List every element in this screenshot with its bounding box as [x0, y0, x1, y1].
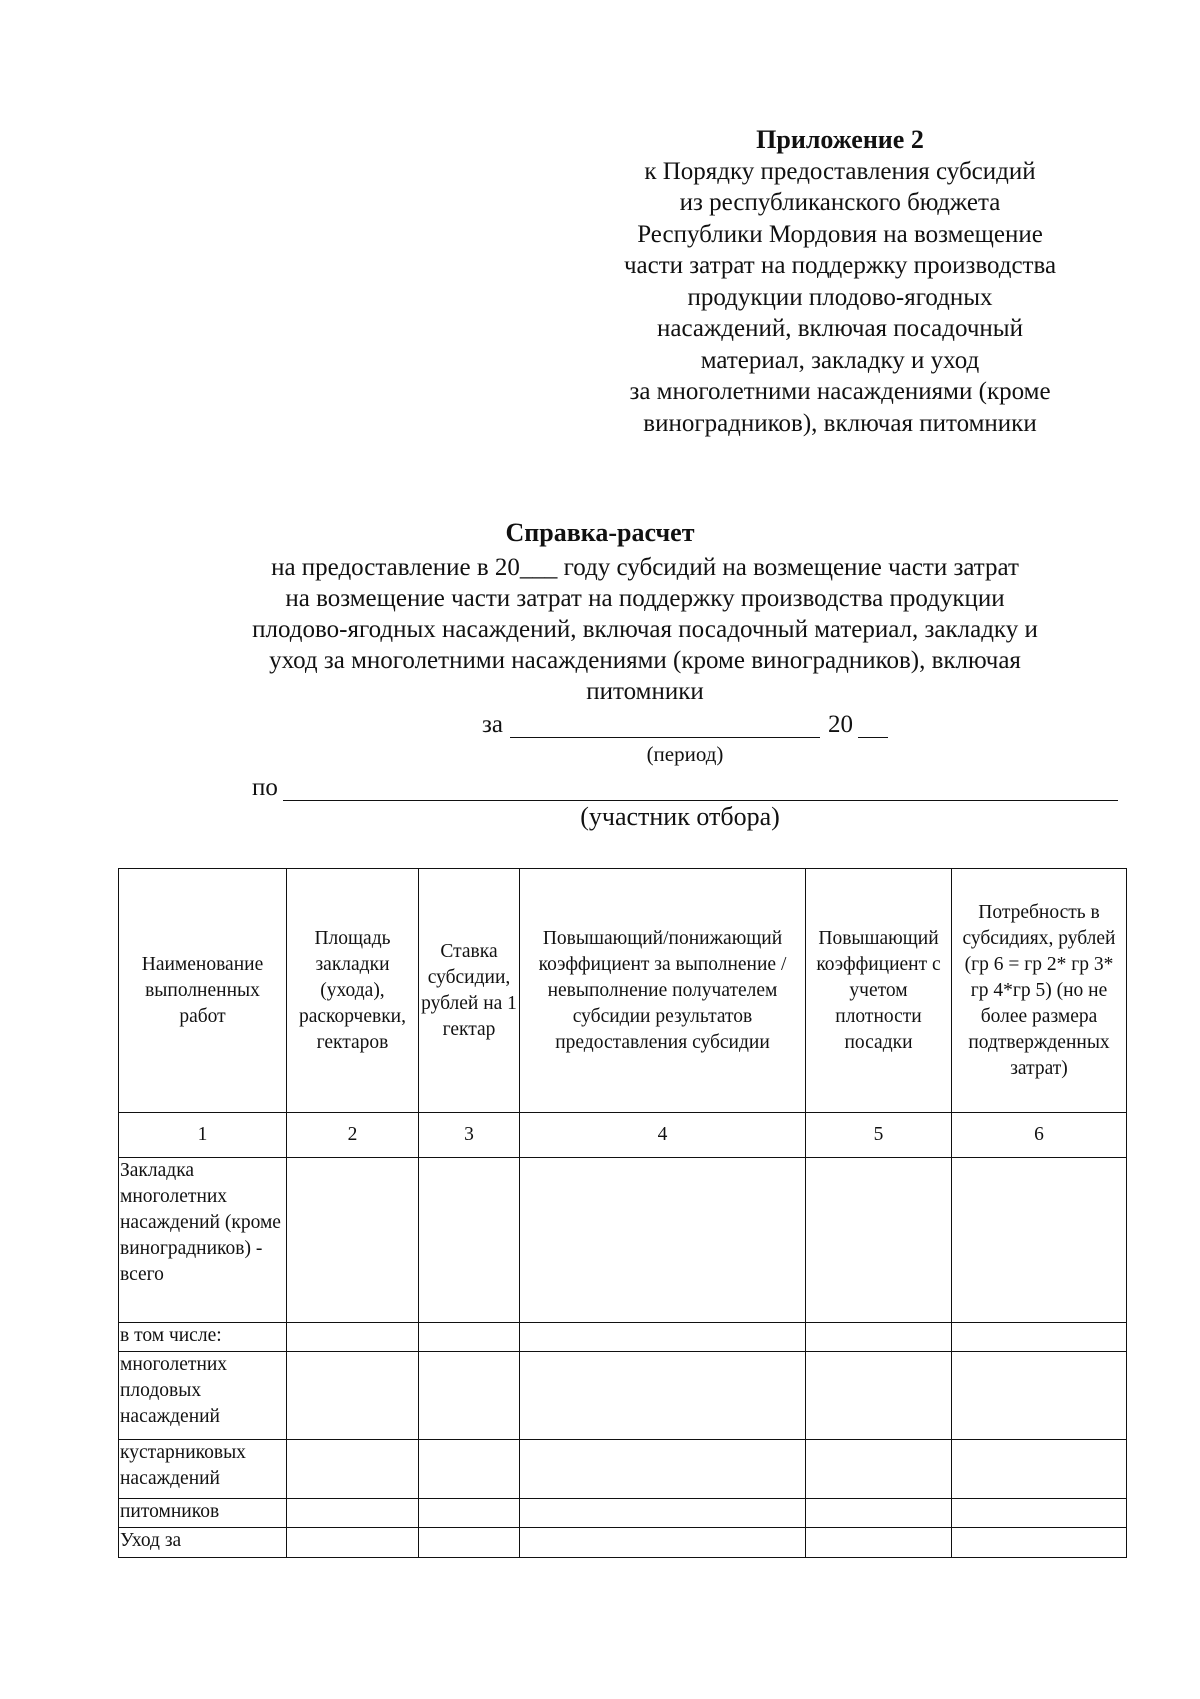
column-number: 4	[520, 1113, 806, 1158]
period-year: 20	[828, 711, 853, 738]
empty-cell	[520, 1323, 806, 1352]
participant-prefix: по	[252, 774, 278, 801]
appendix-line: материал, закладку и уход	[700, 346, 980, 374]
participant-caption: (участник отбора)	[580, 802, 780, 831]
empty-cell	[952, 1323, 1127, 1352]
column-header: Площадь закладки (ухода), раскорчевки, гектаров	[287, 869, 419, 1113]
subtitle-line: уход за многолетними насаждениями (кроме виноградников), включая	[269, 647, 1021, 674]
table-row	[119, 1352, 1127, 1440]
column-header: Повышающий/понижающий коэффициент за выполнение /невыполнение получателем субсидии результатов предоставления субсидии	[520, 869, 806, 1113]
column-header: Наименование выполненных работ	[119, 869, 287, 1113]
calculation-table	[118, 868, 1127, 1558]
appendix-heading: Приложение 2	[756, 125, 924, 154]
appendix-block	[610, 124, 1070, 439]
subtitle-line: плодово-ягодных насаждений, включая посадочный материал, закладку и	[252, 616, 1038, 643]
subtitle-line: на предоставление в 20___ году субсидий на возмещение части затрат	[271, 554, 1019, 581]
empty-cell	[806, 1499, 952, 1528]
empty-cell	[419, 1352, 520, 1440]
table-header-row	[119, 869, 1127, 1113]
column-number: 2	[287, 1113, 419, 1158]
empty-cell	[952, 1440, 1127, 1499]
table-row	[119, 1158, 1127, 1323]
empty-cell	[806, 1158, 952, 1323]
empty-cell	[520, 1528, 806, 1558]
table-row	[119, 1440, 1127, 1499]
certificate-title: Справка-расчет	[505, 518, 695, 547]
appendix-line: к Порядку предоставления субсидий	[644, 157, 1036, 185]
table-row	[119, 1323, 1127, 1352]
appendix-line: Республики Мордовия на возмещение	[637, 220, 1043, 248]
empty-cell	[287, 1323, 419, 1352]
column-number-row	[119, 1113, 1127, 1158]
column-header: Ставка субсидии, рублей на 1 гектар	[419, 869, 520, 1113]
column-number: 3	[419, 1113, 520, 1158]
table-row	[119, 1499, 1127, 1528]
column-number: 1	[119, 1113, 287, 1158]
column-header: Повышающий коэффициент с учетом плотности посадки	[806, 869, 952, 1113]
empty-cell	[419, 1528, 520, 1558]
period-caption: (период)	[646, 742, 724, 766]
empty-cell	[806, 1323, 952, 1352]
appendix-line: виноградников), включая питомники	[643, 409, 1037, 437]
empty-cell	[806, 1528, 952, 1558]
empty-cell	[419, 1323, 520, 1352]
empty-cell	[520, 1158, 806, 1323]
row-label: питомников	[119, 1499, 287, 1528]
column-header: Потребность в субсидиях, рублей (гр 6 = гр 2* гр 3* гр 4*гр 5) (но не более размера подтвержденных затрат)	[952, 869, 1127, 1113]
year-blank-line	[858, 737, 888, 738]
row-label: Уход за	[119, 1528, 287, 1558]
empty-cell	[287, 1440, 419, 1499]
empty-cell	[287, 1499, 419, 1528]
appendix-line: за многолетними насаждениями (кроме	[629, 378, 1051, 405]
empty-cell	[806, 1440, 952, 1499]
subtitle-line: питомники	[586, 678, 704, 705]
appendix-line: части затрат на поддержку производства	[623, 252, 1057, 279]
empty-cell	[520, 1499, 806, 1528]
table-row	[119, 1528, 1127, 1558]
period-prefix: за	[482, 711, 503, 738]
empty-cell	[419, 1499, 520, 1528]
empty-cell	[952, 1352, 1127, 1440]
empty-cell	[952, 1528, 1127, 1558]
row-label: многолетних плодовых насаждений	[119, 1352, 287, 1440]
row-label: кустарниковых насаждений	[119, 1440, 287, 1499]
empty-cell	[952, 1158, 1127, 1323]
appendix-line: продукции плодово-ягодных	[687, 283, 993, 311]
empty-cell	[287, 1158, 419, 1323]
empty-cell	[287, 1352, 419, 1440]
empty-cell	[520, 1352, 806, 1440]
column-number: 5	[806, 1113, 952, 1158]
empty-cell	[287, 1528, 419, 1558]
empty-cell	[520, 1440, 806, 1499]
column-number: 6	[952, 1113, 1127, 1158]
empty-cell	[952, 1499, 1127, 1528]
appendix-line: насаждений, включая посадочный	[657, 315, 1023, 342]
empty-cell	[419, 1440, 520, 1499]
row-label: в том числе:	[119, 1323, 287, 1352]
period-blank-line	[510, 737, 820, 738]
subtitle-line: на возмещение части затрат на поддержку производства продукции	[285, 585, 1005, 612]
participant-blank-line	[283, 800, 1118, 801]
row-label: Закладка многолетних насаждений (кроме виноградников) - всего	[119, 1158, 287, 1323]
appendix-line: из республиканского бюджета	[679, 189, 1001, 216]
certificate-subtitle	[180, 552, 1110, 707]
empty-cell	[806, 1352, 952, 1440]
empty-cell	[419, 1158, 520, 1323]
